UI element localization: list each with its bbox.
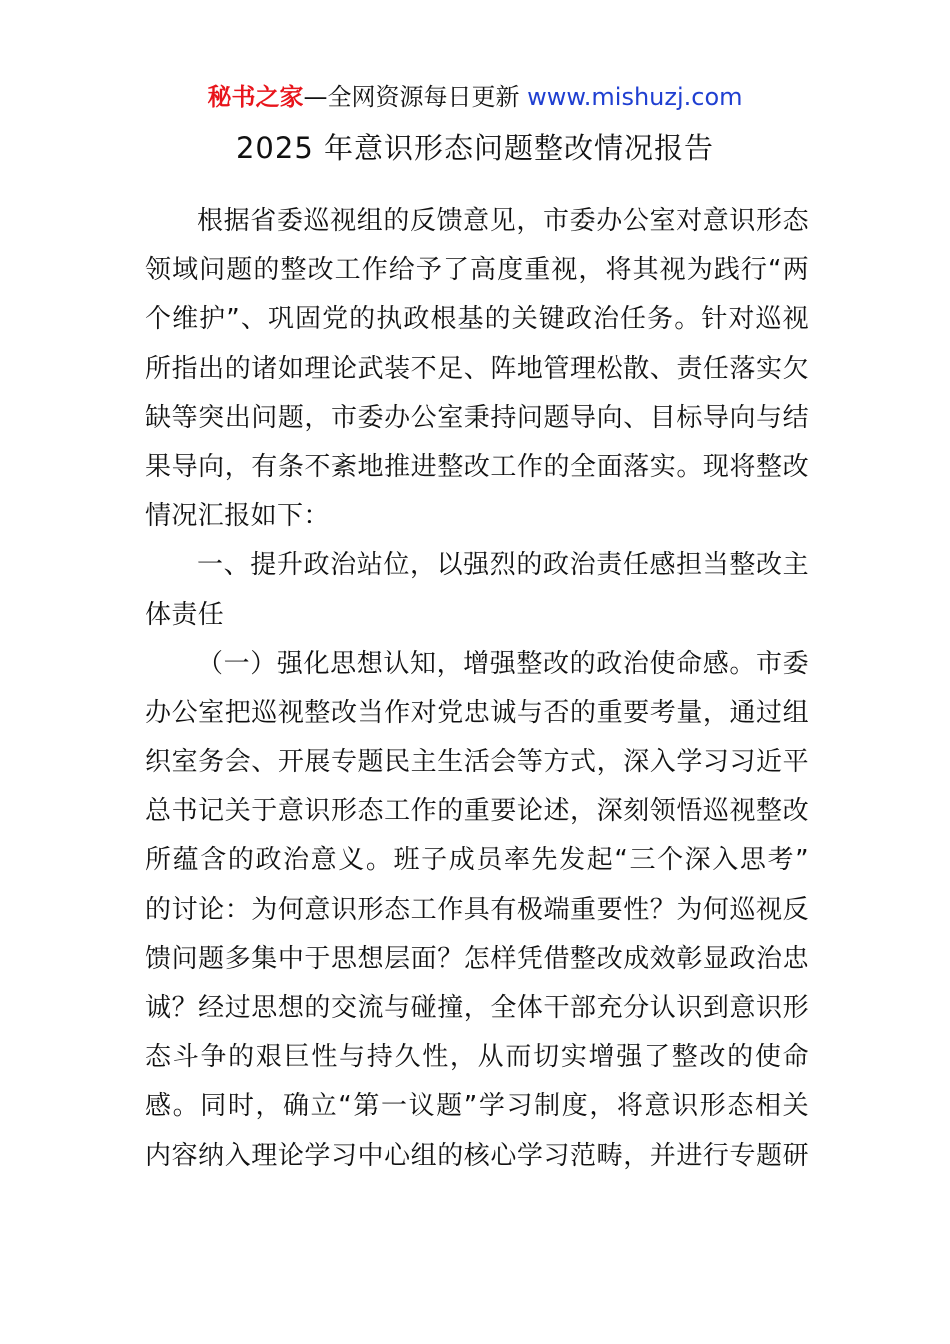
body-line: 所蕴含的政治意义。班子成员率先发起“三个深入思考” [145, 845, 809, 876]
body-line: 内容纳入理论学习中心组的核心学习范畴，并进行专题研 [145, 1140, 809, 1171]
site-header [0, 80, 950, 114]
body-line: 的讨论：为何意识形态工作具有极端重要性？为何巡视反 [145, 894, 809, 925]
body-line: 所指出的诸如理论武装不足、阵地管理松散、责任落实欠 [145, 353, 809, 384]
body-line: 领域问题的整改工作给予了高度重视，将其视为践行“两 [145, 255, 809, 286]
site-url-link[interactable]: www.mishuzj.com [527, 83, 743, 111]
body-line: （一）强化思想认知，增强整改的政治使命感。市委 [197, 648, 809, 679]
body-line: 感。同时，确立“第一议题”学习制度，将意识形态相关 [145, 1091, 809, 1122]
body-line: 织室务会、开展专题民主生活会等方式，深入学习习近平 [145, 747, 809, 778]
site-brand: 秘书之家 [207, 83, 304, 111]
body-line: 总书记关于意识形态工作的重要论述，深刻领悟巡视整改 [145, 796, 809, 827]
body-line: 果导向，有条不紊地推进整改工作的全面落实。现将整改 [145, 451, 809, 482]
body-line: 个维护”、巩固党的执政根基的关键政治任务。针对巡视 [145, 304, 809, 335]
body-line: 缺等突出问题，市委办公室秉持问题导向、目标导向与结 [145, 402, 809, 433]
document-title: 2025 年意识形态问题整改情况报告 [235, 131, 715, 165]
body-line: 根据省委巡视组的反馈意见，市委办公室对意识形态 [197, 206, 809, 236]
body-line: 态斗争的艰巨性与持久性，从而切实增强了整改的使命 [145, 1042, 809, 1073]
body-line: 馈问题多集中于思想层面？怎样凭借整改成效彰显政治忠 [145, 943, 809, 974]
site-tagline: —全网资源每日更新 [303, 83, 528, 111]
document-body [145, 197, 809, 1181]
body-line: 诚？经过思想的交流与碰撞，全体干部充分认识到意识形 [145, 993, 809, 1023]
section-heading-line: 体责任 [145, 599, 225, 630]
body-line: 办公室把巡视整改当作对党忠诚与否的重要考量，通过组 [145, 697, 809, 728]
section-heading-line: 一、提升政治站位，以强烈的政治责任感担当整改主 [197, 550, 809, 581]
body-line: 情况汇报如下： [145, 501, 330, 532]
